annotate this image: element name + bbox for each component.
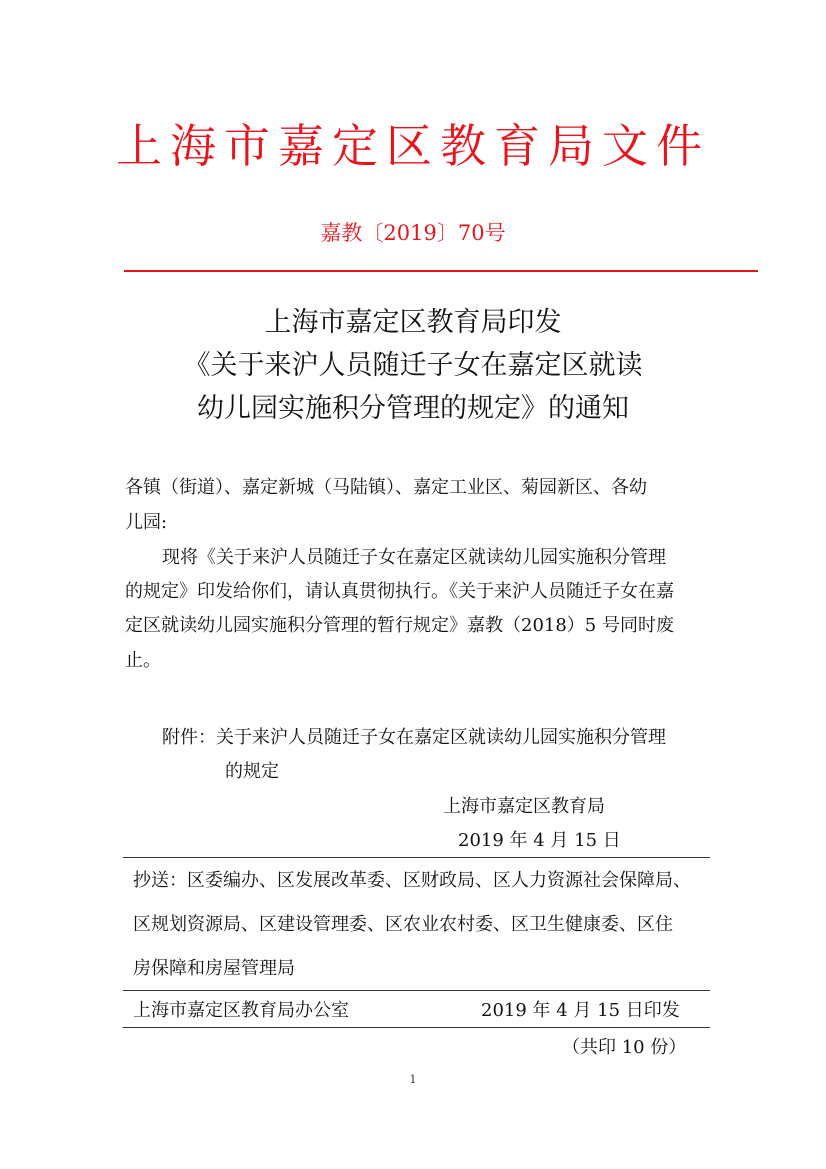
document-header-title: 上海市嘉定区教育局文件 xyxy=(116,119,710,173)
cc-top-divider xyxy=(123,857,710,858)
print-date: 2019 年 4 月 15 日印发 xyxy=(481,1000,680,1021)
page-number: 1 xyxy=(409,1073,417,1086)
issuing-office: 上海市嘉定区教育局办公室 xyxy=(133,1000,349,1021)
signature-date: 2019 年 4 月 15 日 xyxy=(458,830,621,851)
body-paragraph-line-2: 的规定》印发给你们，请认真贯彻执行。《关于来沪人员随迁子女在嘉 xyxy=(125,581,674,602)
attachment-line-1: 附件：关于来沪人员随迁子女在嘉定区就读幼儿园实施积分管理 xyxy=(162,727,666,748)
cc-line-3: 房保障和房屋管理局 xyxy=(133,958,295,979)
header-red-divider xyxy=(124,270,758,272)
cc-line-1: 抄送：区委编办、区发展改革委、区财政局、区人力资源社会保障局、 xyxy=(133,870,691,891)
signature-issuer: 上海市嘉定区教育局 xyxy=(443,796,605,817)
cc-line-2: 区规划资源局、区建设管理委、区农业农村委、区卫生健康委、区住 xyxy=(133,914,673,935)
body-paragraph-line-3: 定区就读幼儿园实施积分管理的暂行规定》嘉教（2018）5 号同时废 xyxy=(125,615,674,636)
body-paragraph-line-1: 现将《关于来沪人员随迁子女在嘉定区就读幼儿园实施积分管理 xyxy=(162,547,666,568)
salutation-line-2: 儿园: xyxy=(125,512,168,533)
footer-top-divider xyxy=(123,990,710,991)
copies-count: （共印 10 份） xyxy=(562,1037,687,1058)
notice-title-line-1: 上海市嘉定区教育局印发 xyxy=(264,307,562,338)
document-number: 嘉教〔2019〕70号 xyxy=(320,221,506,245)
salutation-line-1: 各镇（街道）、嘉定新城（马陆镇）、嘉定工业区、菊园新区、各幼 xyxy=(125,477,647,498)
notice-title-line-3: 幼儿园实施积分管理的规定》的通知 xyxy=(197,393,629,424)
body-paragraph-line-4: 止。 xyxy=(125,650,161,671)
footer-bottom-divider xyxy=(123,1027,710,1028)
attachment-line-2: 的规定 xyxy=(225,761,279,782)
notice-title-line-2: 《关于来沪人员随迁子女在嘉定区就读 xyxy=(183,350,643,381)
